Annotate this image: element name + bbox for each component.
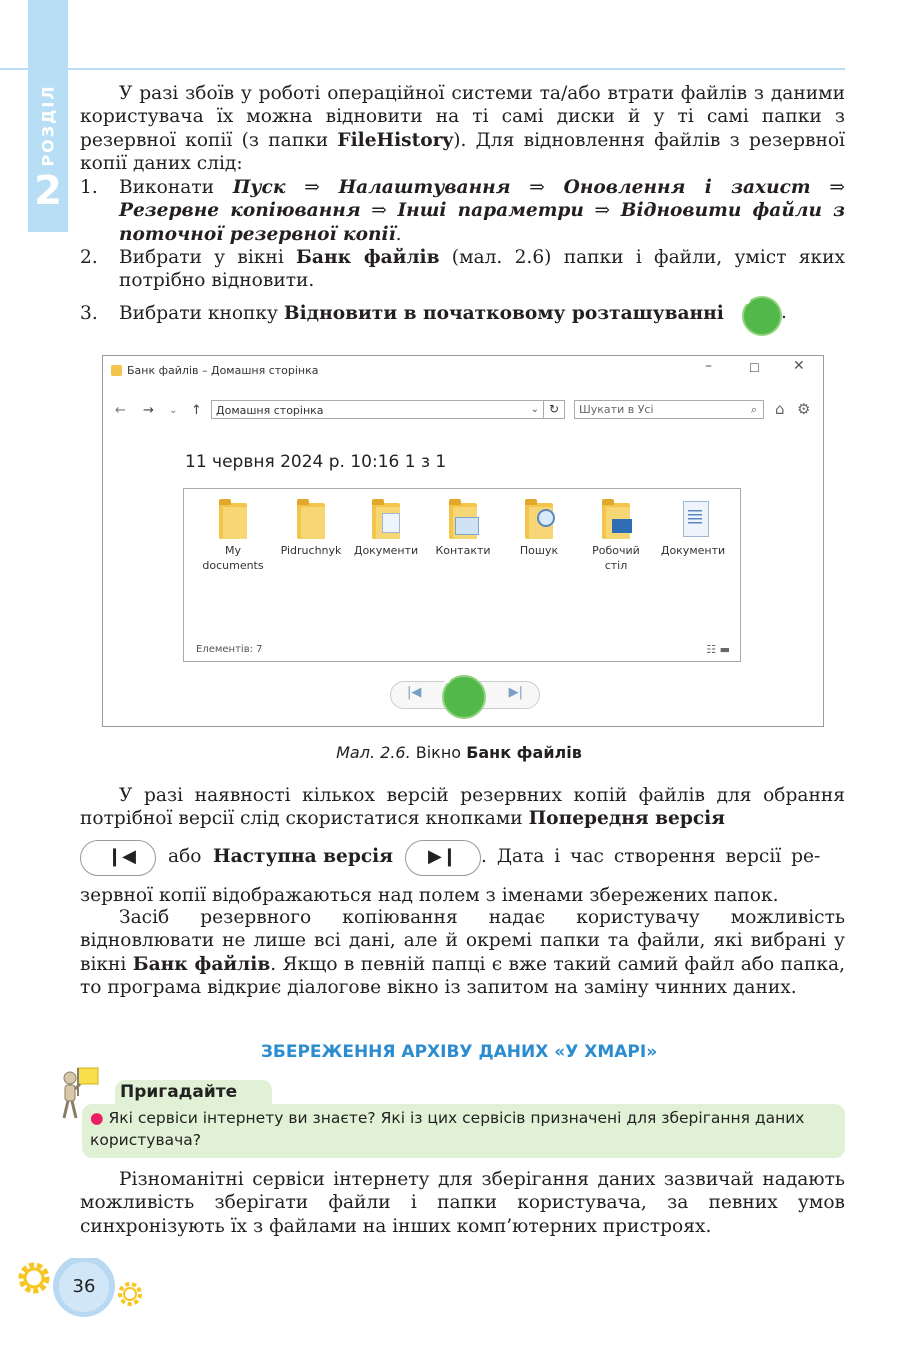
page-number: 36	[59, 1262, 109, 1312]
chapter-word-text: РОЗДІЛ	[38, 83, 58, 167]
back-icon[interactable]: ←	[115, 403, 126, 418]
item-label: Робочий стіл	[592, 544, 640, 572]
arrow: ⇒	[829, 177, 845, 198]
item-document-file[interactable]	[658, 501, 728, 558]
para-cloud: Різноманітні сервіси інтернету для зберігання даних зазвичай надають можливість зберігати файли і папки користувача, за певних умов синхронізують їх з файлами на інших комп’ютерних пристроях.	[80, 1169, 845, 1237]
remember-title: Пригадайте	[120, 1082, 238, 1102]
para-versions	[80, 784, 845, 831]
item-desktop[interactable]	[581, 501, 651, 573]
intro-text-c: ). Для відновлення файлів з резервної копії даних слід:	[80, 129, 845, 175]
previous-version-button: ❙◀	[80, 840, 156, 876]
para-selective-window: Банк файлів	[132, 953, 271, 975]
version-date: 11 червня 2024 р. 10:16 1 з 1	[185, 452, 447, 472]
step-3	[80, 302, 845, 325]
step-suffix: .	[395, 223, 402, 245]
remember-question-text: Які сервіси інтернету ви знаєте? Які із цих сервісів призначені для зберігання даних користувача?	[90, 1109, 805, 1149]
minimize-button[interactable]: –	[705, 358, 712, 374]
step-prefix: Вибрати у вікні	[119, 247, 297, 268]
previous-version-icon[interactable]: |◀	[407, 685, 422, 700]
chapter-number: 2	[34, 168, 62, 214]
bullet-icon: ●	[90, 1109, 104, 1127]
header-rule	[0, 68, 845, 70]
path-settings: Налаштування	[338, 177, 511, 198]
arrow: ⇒	[304, 177, 320, 198]
next-version-button: ▶❙	[405, 840, 481, 876]
remember-question	[90, 1107, 838, 1151]
item-label: Контакти	[435, 544, 491, 557]
address-text: Домашня сторінка	[216, 404, 324, 417]
item-label: Документи	[660, 544, 726, 557]
caption-number: Мал. 2.6.	[336, 743, 411, 762]
item-pidruchnyk[interactable]	[276, 501, 346, 558]
path-start: Пуск	[232, 177, 286, 198]
search-placeholder: Шукати в Усі	[579, 403, 654, 416]
step-suffix: (мал. 2.6) папки і файли, уміст яких потрібно відновити.	[119, 247, 846, 292]
arrow: ⇒	[594, 200, 611, 222]
para-versions-line2: . Дата і час створення версії ре-	[481, 846, 821, 867]
intro-text-a: У разі збоїв у роботі операційної системи та/або втрати файлів з даними користувача їх можна відновити на ті самі диски й у ті самі папки з резервної копії (з папки	[80, 83, 845, 151]
arrow: ⇒	[529, 177, 545, 198]
intro-folder-name: FileHistory	[337, 129, 454, 151]
step-1	[80, 176, 845, 246]
caption-window-name: Банк файлів	[466, 743, 582, 762]
step-number: 3.	[80, 303, 98, 324]
folder-icon	[219, 503, 247, 539]
app-icon	[111, 365, 122, 376]
items-count: Елементів: 7	[196, 644, 263, 655]
section-heading: ЗБЕРЕЖЕННЯ АРХІВУ ДАНИХ «У ХМАРІ»	[260, 1042, 658, 1062]
next-version-icon[interactable]: ▶|	[508, 685, 523, 700]
path-other: Інші параметри	[397, 200, 584, 222]
search-icon[interactable]: ⌕	[750, 403, 757, 416]
item-label: My documents	[202, 544, 264, 572]
para-versions-text: У разі наявності кількох версій резервних копій файлів для обрання потрібної версії слід скористатися кнопками	[80, 785, 845, 830]
item-contacts[interactable]	[428, 501, 498, 558]
maximize-button[interactable]: ☐	[749, 361, 760, 375]
step-button-name: Відновити в початковому розташуванні	[283, 303, 724, 324]
item-my-documents[interactable]	[198, 501, 268, 573]
refresh-icon[interactable]: ↻	[543, 400, 565, 419]
step-prefix: Виконати	[119, 177, 233, 198]
step-3-period: .	[781, 302, 787, 323]
chapter-word	[28, 80, 68, 170]
caption-text: Вікно	[410, 743, 467, 762]
step-prefix: Вибрати кнопку	[119, 303, 284, 324]
para-selective-c: . Якщо в певній папці є вже такий самий файл або папка, то програма відкриє діалогове вікно із запитом на заміну чинних даних.	[80, 953, 845, 999]
item-label: Документи	[353, 544, 419, 557]
intro-paragraph	[80, 82, 845, 176]
step-number: 1.	[80, 177, 98, 198]
document-icon	[683, 501, 709, 537]
restore-icon	[742, 296, 782, 336]
arrow: ⇒	[371, 200, 387, 222]
step-window-name: Банк файлів	[296, 247, 440, 268]
para-selective-a: Засіб резервного копіювання надає користувачу можливість відновлювати не лише всі дані, але й окремі папки та файли, які вибрані у вікні	[80, 907, 845, 975]
address-bar[interactable]	[211, 400, 544, 419]
path-backup: Резервне копіювання	[119, 200, 361, 222]
para-versions-line3: зервної копії відображаються над полем з іменами збережених папок.	[80, 885, 779, 906]
chevron-down-icon[interactable]: ⌄	[169, 405, 178, 416]
folder-icon	[297, 503, 325, 539]
path-restore: Відновити файли з поточної резервної копії	[119, 200, 845, 245]
restore-button[interactable]	[442, 675, 486, 719]
figure-caption	[0, 743, 918, 762]
gear-icon[interactable]: ⚙	[797, 400, 811, 418]
step-number: 2.	[80, 247, 98, 268]
forward-icon[interactable]: →	[143, 403, 154, 418]
up-icon[interactable]: ↑	[191, 403, 202, 418]
file-pane	[183, 488, 741, 662]
para-selective	[80, 906, 845, 1000]
file-history-window	[102, 355, 824, 727]
or-text: або	[168, 846, 202, 867]
item-label: Пошук	[519, 544, 559, 557]
search-field[interactable]	[574, 400, 764, 419]
window-title: Банк файлів – Домашня сторінка	[127, 364, 319, 377]
path-update: Оновлення і захист	[563, 177, 811, 198]
previous-version-label: Попередня версія	[528, 808, 725, 830]
step-2	[80, 246, 845, 293]
item-documents-folder[interactable]	[351, 501, 421, 558]
address-dropdown-icon[interactable]: ⌄	[530, 404, 539, 415]
item-search[interactable]	[504, 501, 574, 558]
next-version-label: Наступна версія	[213, 846, 393, 867]
item-label: Pidruchnyk	[280, 544, 342, 557]
view-mode-icons[interactable]: ☷ ▬	[706, 643, 730, 656]
home-icon[interactable]: ⌂	[775, 400, 785, 418]
close-button[interactable]: ✕	[793, 358, 805, 374]
